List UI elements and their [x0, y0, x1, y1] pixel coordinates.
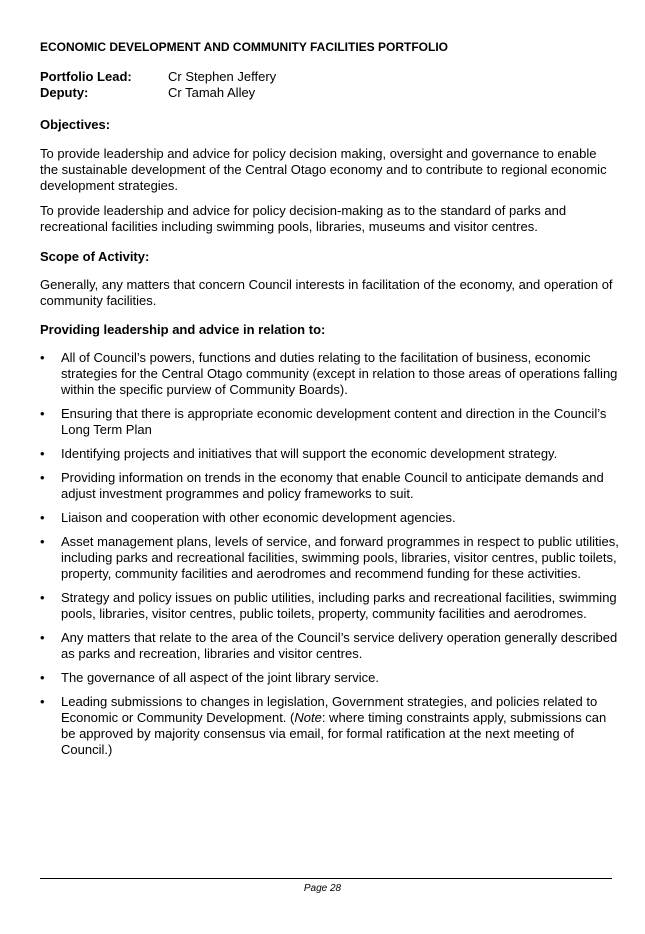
bullet-icon: • — [40, 350, 45, 365]
bullet-icon: • — [40, 470, 45, 485]
list-item-text — [61, 694, 606, 757]
footer-divider — [40, 878, 612, 879]
list-item — [40, 630, 620, 662]
bullet-icon: • — [40, 670, 45, 685]
bullet-icon: • — [40, 694, 45, 709]
list-item — [40, 510, 620, 526]
list-item-text: Asset management plans, levels of service, and forward programmes in respect to public utilities, including parks and recreational facilities, swimming pools, libraries, visitor centres, public toilets, property, community facilities and aerodromes and recommend funding for these activities. — [61, 534, 619, 581]
list-item-text: Any matters that relate to the area of the Council’s service delivery operation generally described as parks and recreation, libraries and visitor centres. — [61, 630, 618, 661]
list-item-text: Ensuring that there is appropriate economic development content and direction in the Council’s Long Term Plan — [61, 406, 607, 437]
scope-heading: Scope of Activity: — [40, 249, 150, 264]
role-row-deputy — [40, 85, 276, 101]
objectives-heading: Objectives: — [40, 117, 111, 132]
role-row-lead — [40, 69, 276, 85]
note-label: Note — [294, 710, 322, 725]
bullet-icon: • — [40, 534, 45, 549]
portfolio-lead-value: Cr Stephen Jeffery — [168, 69, 277, 84]
submission-text-end: : where timing constraints apply, submissions can be approved by majority consensus via email, for formal ratification at the next meeting of Council.) — [61, 710, 607, 757]
submission-text-start: Leading submissions to changes in legislation, Government strategies, and policies related to Economic or Community Development. ( — [61, 694, 598, 725]
bullet-icon: • — [40, 510, 45, 525]
bullet-icon: • — [40, 406, 45, 421]
list-item — [40, 350, 620, 398]
deputy-label: Deputy: — [40, 85, 89, 100]
advice-heading: Providing leadership and advice in relation to: — [40, 322, 326, 337]
list-item — [40, 670, 620, 686]
portfolio-lead-label: Portfolio Lead: — [40, 69, 132, 84]
list-item — [40, 534, 620, 582]
list-item-text: Strategy and policy issues on public utilities, including parks and recreational facilities, swimming pools, libraries, visitor centres, public toilets, property, community facilities and aerodromes. — [61, 590, 617, 621]
list-item — [40, 694, 620, 758]
bullet-icon: • — [40, 446, 45, 461]
list-item — [40, 590, 620, 622]
deputy-value: Cr Tamah Alley — [168, 85, 256, 100]
portfolio-roles — [40, 69, 276, 101]
advice-bullet-list — [40, 350, 620, 766]
objective-paragraph-1: To provide leadership and advice for policy decision making, oversight and governance to enable the sustainable development of the Central Otago economy and to contribute to regional economic development strategies. — [40, 146, 607, 193]
bullet-icon: • — [40, 590, 45, 605]
list-item-text: Liaison and cooperation with other economic development agencies. — [61, 510, 456, 525]
list-item-text: All of Council’s powers, functions and duties relating to the facilitation of business, economic strategies for the Central Otago community (except in relation to those areas of operations falling within the specific purview of Community Boards). — [61, 350, 618, 397]
list-item-text: Providing information on trends in the economy that enable Council to anticipate demands and adjust investment programmes and policy frameworks to suit. — [61, 470, 604, 501]
bullet-icon: • — [40, 630, 45, 645]
page-number: Page 28 — [303, 883, 342, 894]
objective-paragraph-2: To provide leadership and advice for policy decision-making as to the standard of parks and recreational facilities including swimming pools, libraries, museums and visitor centres. — [40, 203, 567, 234]
scope-paragraph: Generally, any matters that concern Council interests in facilitation of the economy, and operation of community facilities. — [40, 277, 613, 308]
portfolio-title: ECONOMIC DEVELOPMENT AND COMMUNITY FACILITIES PORTFOLIO — [40, 40, 449, 54]
list-item — [40, 446, 620, 462]
list-item-text: Identifying projects and initiatives that will support the economic development strategy. — [61, 446, 558, 461]
list-item — [40, 470, 620, 502]
list-item — [40, 406, 620, 438]
list-item-text: The governance of all aspect of the joint library service. — [61, 670, 379, 685]
